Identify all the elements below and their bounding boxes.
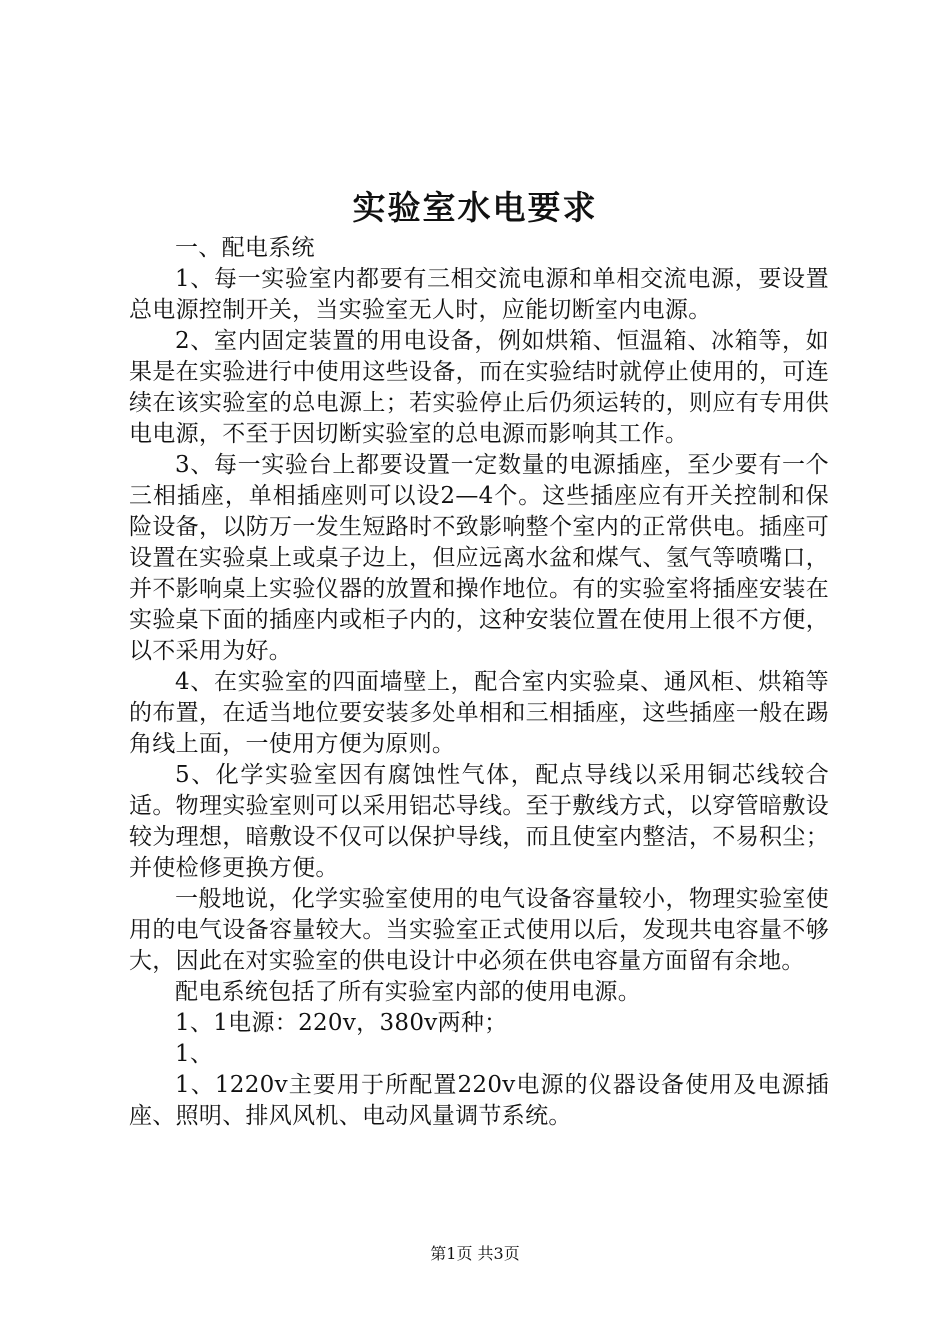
page-number-footer: 第1页 共3页 bbox=[430, 1244, 520, 1263]
document-body bbox=[129, 233, 829, 1132]
paragraph: 4、在实验室的四面墙壁上，配合室内实验桌、通风柜、烘箱等的布置，在适当地位要安装多处单相和三相插座，这些插座一般在踢角线上面，一使用方便为原则。 bbox=[129, 669, 829, 757]
section-heading: 一、配电系统 bbox=[175, 235, 315, 261]
document-title: 实验室水电要求 bbox=[352, 188, 598, 227]
paragraph: 配电系统包括了所有实验室内部的使用电源。 bbox=[175, 979, 641, 1005]
paragraph: 5、化学实验室因有腐蚀性气体，配点导线以采用铜芯线较合适。物理实验室则可以采用铝芯导线。至于敷线方式，以穿管暗敷设较为理想，暗敷设不仅可以保护导线，而且使室内整洁，不易积尘；并使检修更换方便。 bbox=[129, 762, 829, 881]
paragraph: 1、1220v主要用于所配置220v电源的仪器设备使用及电源插座、照明、排风风机、电动风量调节系统。 bbox=[129, 1072, 829, 1129]
paragraph: 1、 bbox=[175, 1041, 214, 1067]
paragraph: 1、每一实验室内都要有三相交流电源和单相交流电源，要设置总电源控制开关，当实验室无人时，应能切断室内电源。 bbox=[129, 266, 829, 323]
paragraph: 2、室内固定装置的用电设备，例如烘箱、恒温箱、冰箱等，如果是在实验进行中使用这些设备，而在实验结时就停止使用的，可连续在该实验室的总电源上；若实验停止后仍须运转的，则应有专用供电电源，不至于因切断实验室的总电源而影响其工作。 bbox=[129, 328, 829, 447]
paragraph: 1、1电源：220v，380v两种； bbox=[175, 1010, 508, 1036]
paragraph: 3、每一实验台上都要设置一定数量的电源插座，至少要有一个三相插座，单相插座则可以设2—4个。这些插座应有开关控制和保险设备，以防万一发生短路时不致影响整个室内的正常供电。插座可设置在实验桌上或桌子边上，但应远离水盆和煤气、氢气等喷嘴口，并不影响桌上实验仪器的放置和操作地位。有的实验室将插座安装在实验桌下面的插座内或柜子内的，这种安装位置在使用上很不方便，以不采用为好。 bbox=[129, 452, 829, 664]
paragraph: 一般地说，化学实验室使用的电气设备容量较小，物理实验室使用的电气设备容量较大。当实验室正式使用以后，发现共电容量不够大，因此在对实验室的供电设计中必须在供电容量方面留有余地。 bbox=[129, 886, 829, 974]
